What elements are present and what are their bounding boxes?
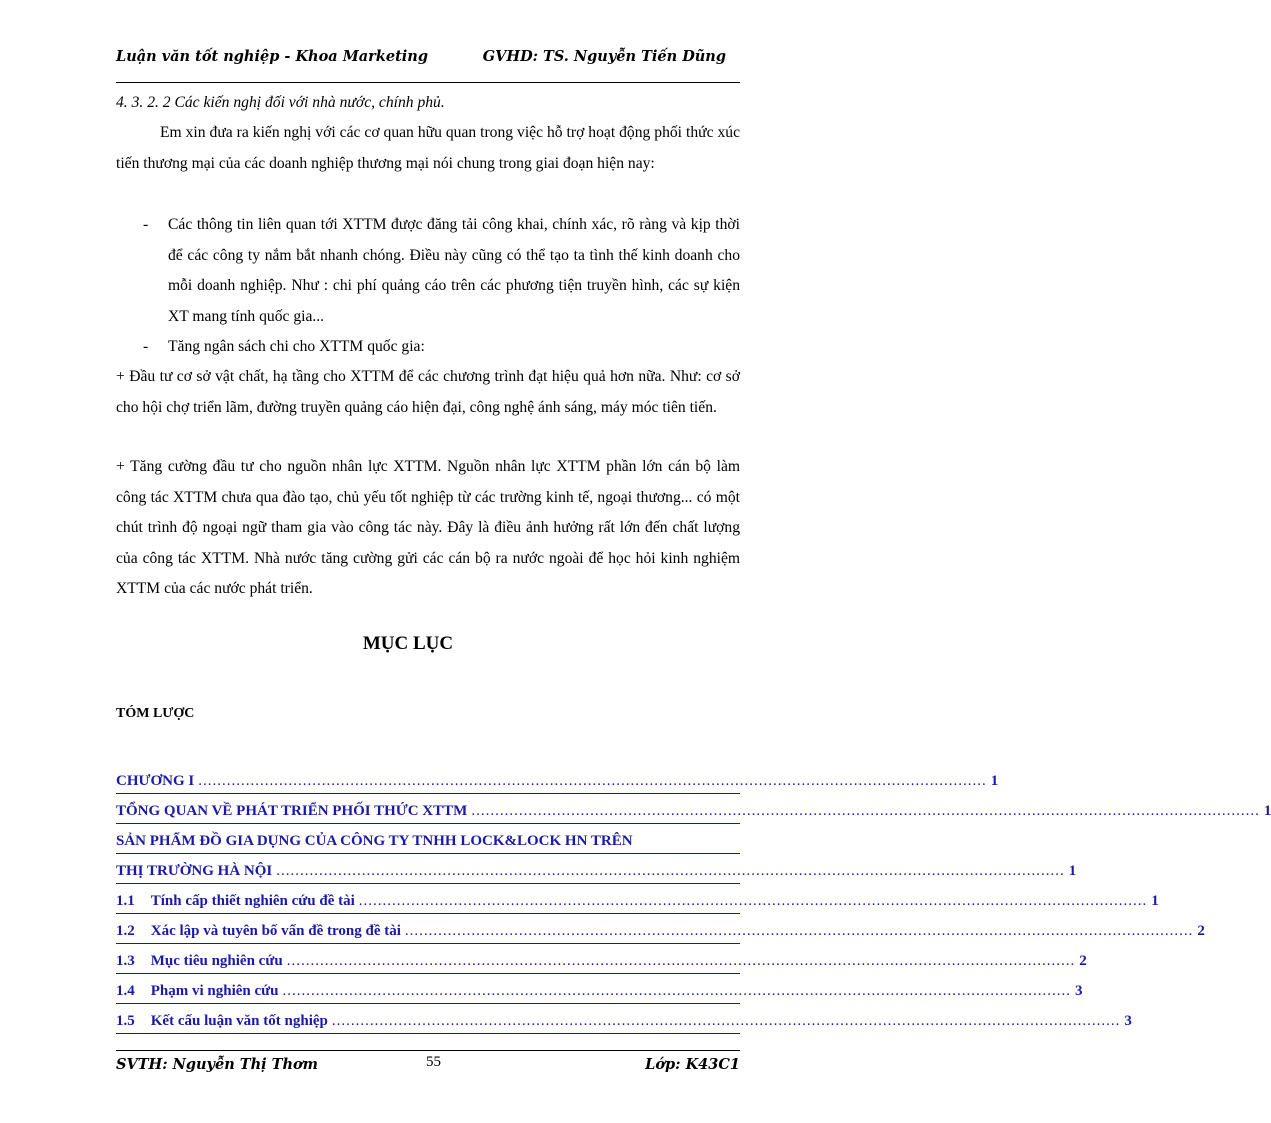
bullet-text: Tăng ngân sách chi cho XTTM quốc gia:	[168, 338, 425, 355]
toc-entry-page[interactable]: 3	[1124, 1013, 1132, 1029]
plus-paragraph-infrastructure: + Đầu tư cơ sở vật chất, hạ tầng cho XTTM để các chương trình đạt hiệu quả hơn nữa. Như: cơ sở cho hội chợ triển lãm, đường truyền quảng cáo hiện đại, công nghệ ánh sáng, máy móc tiên tiến.	[116, 368, 740, 416]
toc-entry[interactable]	[116, 944, 1087, 974]
toc-entry-number[interactable]: 1.4	[116, 983, 135, 999]
toc-entry-number[interactable]: 1.5	[116, 1013, 135, 1029]
toc-title: MỤC LỤC	[362, 633, 454, 654]
bullet-dash: -	[143, 338, 149, 355]
toc-dot-leader: ......................................................................................................................................................................	[282, 983, 1072, 999]
bullet-list	[116, 332, 740, 363]
plus-paragraph-human-resources: + Tăng cường đầu tư cho nguồn nhân lực XTTM. Nguồn nhân lực XTTM phần lớn cán bộ làm công tác XTTM chưa qua đào tạo, chủ yếu tốt nghiệp từ các trường kinh tế, ngoại thương... có một chút trình độ ngoại ngữ tham gia vào công tác này. Đây là điều ảnh hưởng rất lớn đến chất lượng của công tác XTTM. Nhà nước tăng cường gửi các cán bộ ra nước ngoài để học hỏi kinh nghiệm XTTM của các nước phát triển.	[116, 458, 740, 597]
intro-paragraph: Em xin đưa ra kiến nghị với các cơ quan hữu quan trong việc hỗ trợ hoạt động phối thức xúc tiến thương mại của các doanh nghiệp thương mại nói chung trong giai đoạn hiện nay:	[116, 124, 740, 172]
toc-entry[interactable]	[116, 974, 1083, 1004]
footer-divider	[116, 1050, 740, 1051]
toc-entry-number[interactable]: 1.2	[116, 923, 135, 939]
toc-entry-number[interactable]: 1.1	[116, 893, 135, 909]
toc-entry-page[interactable]: 1	[990, 773, 999, 789]
page-number: 55	[426, 1054, 441, 1070]
toc-entry-text[interactable]: CHƯƠNG I	[116, 773, 195, 789]
header-supervisor: GVHD: TS. Nguyễn Tiến Dũng	[482, 48, 726, 65]
toc-entry[interactable]	[116, 914, 1205, 944]
toc-entry-page[interactable]: 1	[1068, 863, 1077, 879]
toc-entry-text[interactable]: Kết cấu luận văn tốt nghiệp	[150, 1013, 328, 1029]
toc-entry[interactable]	[116, 1004, 1132, 1034]
toc-entry-number[interactable]: 1.3	[116, 953, 135, 969]
toc-entry[interactable]	[116, 824, 740, 854]
toc-dot-leader: ......................................................................................................................................................................	[276, 863, 1065, 879]
toc-entry[interactable]	[116, 854, 1077, 884]
toc-entry[interactable]	[116, 794, 1271, 824]
toc-dot-leader: ......................................................................................................................................................................	[358, 893, 1148, 909]
toc-entry-page[interactable]: 1	[1263, 803, 1271, 819]
table-of-contents	[116, 764, 1271, 1034]
bullet-item	[116, 332, 740, 363]
toc-entry-text[interactable]: Phạm vi nghiên cứu	[150, 983, 279, 999]
page-header	[116, 48, 740, 70]
toc-entry[interactable]	[116, 884, 1159, 914]
toc-entry-page[interactable]: 1	[1151, 893, 1159, 909]
footer-student: SVTH: Nguyễn Thị Thơm	[116, 1056, 319, 1073]
toc-dot-leader: ......................................................................................................................................................................	[471, 803, 1260, 819]
bullet-item	[116, 210, 740, 332]
header-divider	[116, 82, 740, 83]
footer-class: Lớp: K43C1	[645, 1056, 740, 1073]
toc-entry-text[interactable]: Tính cấp thiết nghiên cứu đề tài	[150, 893, 355, 909]
bullet-list	[116, 210, 740, 332]
toc-dot-leader: ......................................................................................................................................................................	[404, 923, 1194, 939]
section-heading: 4. 3. 2. 2 Các kiến nghị đối với nhà nước, chính phủ.	[116, 94, 445, 111]
page-footer	[116, 1056, 740, 1078]
toc-dot-leader: ......................................................................................................................................................................	[331, 1013, 1121, 1029]
toc-dot-leader: ......................................................................................................................................................................	[198, 773, 987, 789]
toc-dot-leader: ......................................................................................................................................................................	[286, 953, 1076, 969]
toc-entry-text[interactable]: THỊ TRƯỜNG HÀ NỘI	[116, 863, 273, 879]
toc-entry-text[interactable]: Xác lập và tuyên bố vấn đề trong đề tài	[150, 923, 401, 939]
toc-subtitle: TÓM LƯỢC	[116, 706, 195, 721]
toc-entry-text[interactable]: Mục tiêu nghiên cứu	[150, 953, 283, 969]
bullet-dash: -	[143, 216, 149, 233]
toc-entry-page[interactable]: 3	[1075, 983, 1083, 999]
header-thesis-title: Luận văn tốt nghiệp - Khoa Marketing	[116, 48, 428, 65]
toc-entry[interactable]	[116, 764, 999, 794]
toc-entry-page[interactable]: 2	[1197, 923, 1205, 939]
bullet-text: Các thông tin liên quan tới XTTM được đăng tải công khai, chính xác, rõ ràng và kịp thời để các công ty nắm bắt nhanh chóng. Điều này cũng có thể tạo ta tình thế kinh doanh cho mỗi doanh nghiệp. Như : chi phí quảng cáo trên các phương tiện truyền hình, các sự kiện XT mang tính quốc gia...	[168, 216, 740, 325]
toc-entry-text[interactable]: SẢN PHẨM ĐỒ GIA DỤNG CỦA CÔNG TY TNHH LOCK&LOCK HN TRÊN	[116, 833, 633, 849]
toc-entry-page[interactable]: 2	[1079, 953, 1087, 969]
toc-entry-text[interactable]: TỔNG QUAN VỀ PHÁT TRIỂN PHỐI THỨC XTTM	[116, 803, 468, 819]
